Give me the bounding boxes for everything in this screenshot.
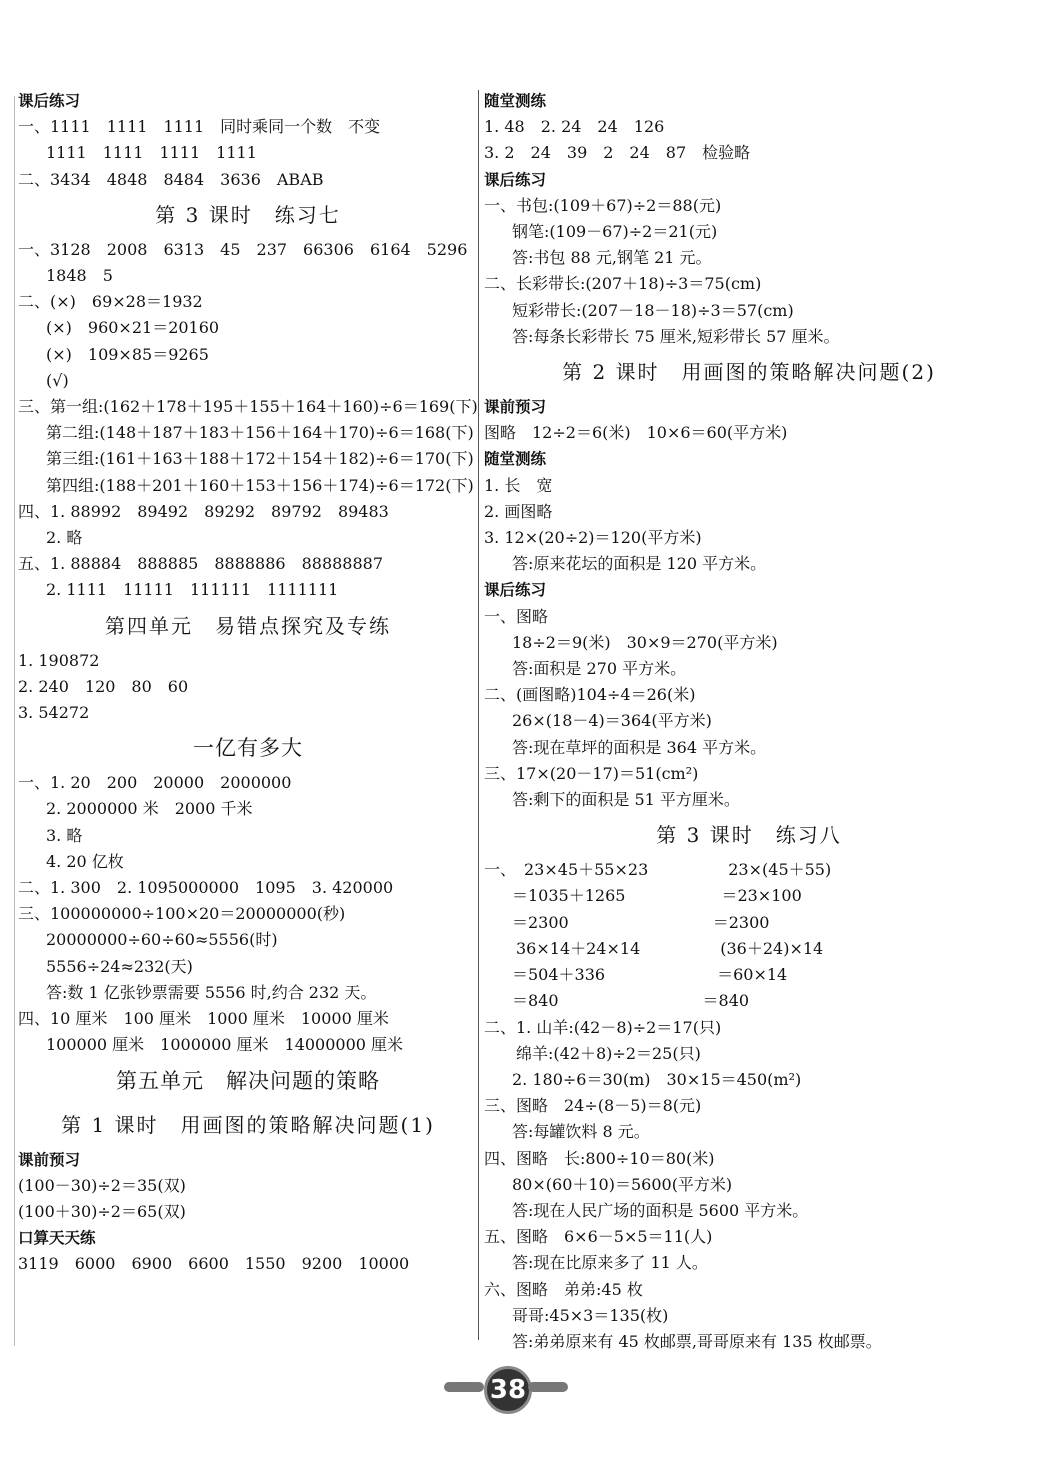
- answer-line: 2. 2000000 米 2000 千米: [46, 799, 253, 819]
- section-heading: 课后练习: [18, 92, 81, 110]
- answer-line: 5556÷24≈232(天): [46, 956, 193, 976]
- answer-line: 36×14＋24×14 (36＋24)×14: [516, 938, 824, 958]
- answer-line: (100＋30)÷2＝65(双): [18, 1201, 186, 1221]
- answer-line: 绵羊:(42＋8)÷2＝25(只): [516, 1043, 701, 1063]
- section-heading: 随堂测练: [484, 92, 547, 110]
- answer-line: 五、1. 88884 888885 8888886 88888887: [18, 554, 384, 574]
- answer-line: ＝1035＋1265 ＝23×100: [512, 886, 802, 906]
- answer-line: 二、(×) 69×28＝1932: [18, 292, 203, 312]
- answer-line: 四、图略 长:800÷10＝80(米): [484, 1148, 715, 1168]
- answer-line: 图略 12÷2＝6(米) 10×6＝60(平方米): [484, 423, 788, 443]
- answer-line: 短彩带长:(207－18－18)÷3＝57(cm): [512, 300, 794, 320]
- section-title: 第 1 课时 用画图的策略解决问题(1): [61, 1112, 435, 1137]
- answer-line: 二、1. 山羊:(42－8)÷2＝17(只): [484, 1017, 722, 1037]
- answer-line: 答:面积是 270 平方米。: [512, 659, 687, 679]
- answer-line: ＝504＋336 ＝60×14: [512, 965, 788, 985]
- answer-line: ＝840 ＝840: [512, 991, 750, 1011]
- answer-line: 一、3128 2008 6313 45 237 66306 6164 5296: [18, 239, 468, 259]
- section-heading: 课后练习: [484, 170, 547, 189]
- answer-line: 答:书包 88 元,钢笔 21 元。: [512, 248, 712, 268]
- section-heading: 随堂测练: [484, 450, 547, 469]
- answer-line: (100－30)÷2＝35(双): [18, 1175, 186, 1195]
- answer-line: 一、图略: [484, 606, 549, 626]
- answer-line: 三、17×(20－17)＝51(cm²): [484, 763, 699, 783]
- answer-line: (√): [46, 370, 69, 390]
- section-title: 第五单元 解决问题的策略: [116, 1068, 380, 1093]
- badge-left-ornament: [444, 1382, 484, 1392]
- left-column: [18, 88, 478, 1278]
- answer-line: 答:原来花坛的面积是 120 平方米。: [512, 554, 767, 574]
- section-title: 第四单元 易错点探究及专练: [105, 613, 391, 638]
- answer-line: 一、1111 1111 1111 同时乘同一个数 不变: [18, 117, 381, 137]
- answer-line: 第四组:(188＋201＋160＋153＋156＋174)÷6＝172(下): [46, 475, 474, 495]
- answer-line: 3. 2 24 39 2 24 87 检验略: [484, 143, 751, 163]
- answer-line: 五、图略 6×6－5×5＝11(人): [484, 1227, 713, 1247]
- answer-line: 一、1. 20 200 20000 2000000: [18, 773, 292, 793]
- page-number-badge: [440, 1362, 570, 1412]
- answer-line: (×) 109×85＝9265: [46, 344, 209, 364]
- answer-line: 答:现在比原来多了 11 人。: [512, 1253, 708, 1273]
- answer-line: 26×(18－4)＝364(平方米): [512, 711, 712, 731]
- answer-line: 二、(画图略)104÷4＝26(米): [484, 685, 696, 705]
- answer-line: 六、图略 弟弟:45 枚: [484, 1279, 643, 1299]
- answer-line: 80×(60＋10)＝5600(平方米): [512, 1174, 733, 1194]
- answer-line: 钢笔:(109－67)÷2＝21(元): [512, 222, 718, 242]
- answer-line: 1. 48 2. 24 24 126: [484, 117, 665, 137]
- badge-right-ornament: [528, 1382, 568, 1392]
- section-title: 第 2 课时 用画图的策略解决问题(2): [562, 360, 936, 385]
- answer-line: 四、10 厘米 100 厘米 1000 厘米 10000 厘米: [18, 1009, 389, 1029]
- page-number: 38: [484, 1366, 532, 1414]
- answer-line: 第三组:(161＋163＋188＋172＋154＋182)÷6＝170(下): [46, 449, 474, 469]
- section-heading: 课前预习: [484, 398, 547, 417]
- section-heading: 口算天天练: [18, 1229, 96, 1248]
- answer-line: 一、 23×45＋55×23 23×(45＋55): [484, 860, 832, 880]
- section-title: 第 3 课时 练习七: [155, 202, 341, 227]
- answer-line: 答:弟弟原来有 45 枚邮票,哥哥原来有 135 枚邮票。: [512, 1331, 882, 1351]
- answer-line: 20000000÷60÷60≈5556(时): [46, 930, 278, 950]
- answer-line: 答:每罐饮料 8 元。: [512, 1122, 650, 1142]
- section-title: 第 3 课时 练习八: [656, 823, 842, 848]
- answer-line: 18÷2＝9(米) 30×9＝270(平方米): [512, 632, 778, 652]
- answer-line: 2. 240 120 80 60: [18, 676, 189, 696]
- answer-line: 3. 12×(20÷2)＝120(平方米): [484, 528, 702, 548]
- column-divider: [478, 90, 479, 1340]
- answer-line: 3. 略: [46, 825, 83, 845]
- answer-line: 答:每条长彩带长 75 厘米,短彩带长 57 厘米。: [512, 326, 840, 346]
- answer-line: 1848 5: [46, 266, 113, 286]
- answer-line: 1. 长 宽: [484, 475, 553, 495]
- answer-line: 答:剩下的面积是 51 平方厘米。: [512, 790, 740, 810]
- answer-line: 2. 1111 11111 111111 1111111: [46, 580, 339, 600]
- answer-line: 2. 略: [46, 528, 83, 548]
- answer-line: 三、图略 24÷(8－5)＝8(元): [484, 1096, 702, 1116]
- answer-line: 答:现在草坪的面积是 364 平方米。: [512, 737, 767, 757]
- answer-line: 1. 190872: [18, 650, 100, 670]
- answer-line: 三、第一组:(162＋178＋195＋155＋164＋160)÷6＝169(下): [18, 397, 478, 417]
- answer-line: 100000 厘米 1000000 厘米 14000000 厘米: [46, 1035, 404, 1055]
- answer-line: 2. 180÷6＝30(m) 30×15＝450(m²): [512, 1069, 802, 1089]
- section-heading: 课前预习: [18, 1150, 81, 1169]
- answer-line: (×) 960×21＝20160: [46, 318, 220, 338]
- answer-line: 二、长彩带长:(207＋18)÷3＝75(cm): [484, 274, 762, 294]
- answer-line: 三、100000000÷100×20＝20000000(秒): [18, 904, 346, 924]
- left-margin-rule: [14, 96, 15, 1346]
- answer-line: 2. 画图略: [484, 501, 553, 521]
- answer-line: 第二组:(148＋187＋183＋156＋164＋170)÷6＝168(下): [46, 423, 474, 443]
- answer-line: 4. 20 亿枚: [46, 851, 124, 871]
- answer-line: 四、1. 88992 89492 89292 89792 89483: [18, 501, 389, 521]
- answer-line: 一、书包:(109＋67)÷2＝88(元): [484, 195, 722, 215]
- answer-line: 答:数 1 亿张钞票需要 5556 时,约合 232 天。: [46, 982, 377, 1002]
- section-title: 一亿有多大: [193, 736, 303, 761]
- answer-line: 答:现在人民广场的面积是 5600 平方米。: [512, 1200, 809, 1220]
- answer-line: 二、3434 4848 8484 3636 ABAB: [18, 169, 324, 189]
- answer-line: 3119 6000 6900 6600 1550 9200 10000: [18, 1254, 410, 1274]
- answer-line: 3. 54272: [18, 703, 90, 723]
- right-column: [484, 88, 1014, 1355]
- answer-line: ＝2300 ＝2300: [512, 912, 770, 932]
- answer-line: 1111 1111 1111 1111: [46, 143, 257, 163]
- answer-line: 哥哥:45×3＝135(枚): [512, 1305, 669, 1325]
- answer-line: 二、1. 300 2. 1095000000 1095 3. 420000: [18, 878, 394, 898]
- section-heading: 课后练习: [484, 581, 547, 600]
